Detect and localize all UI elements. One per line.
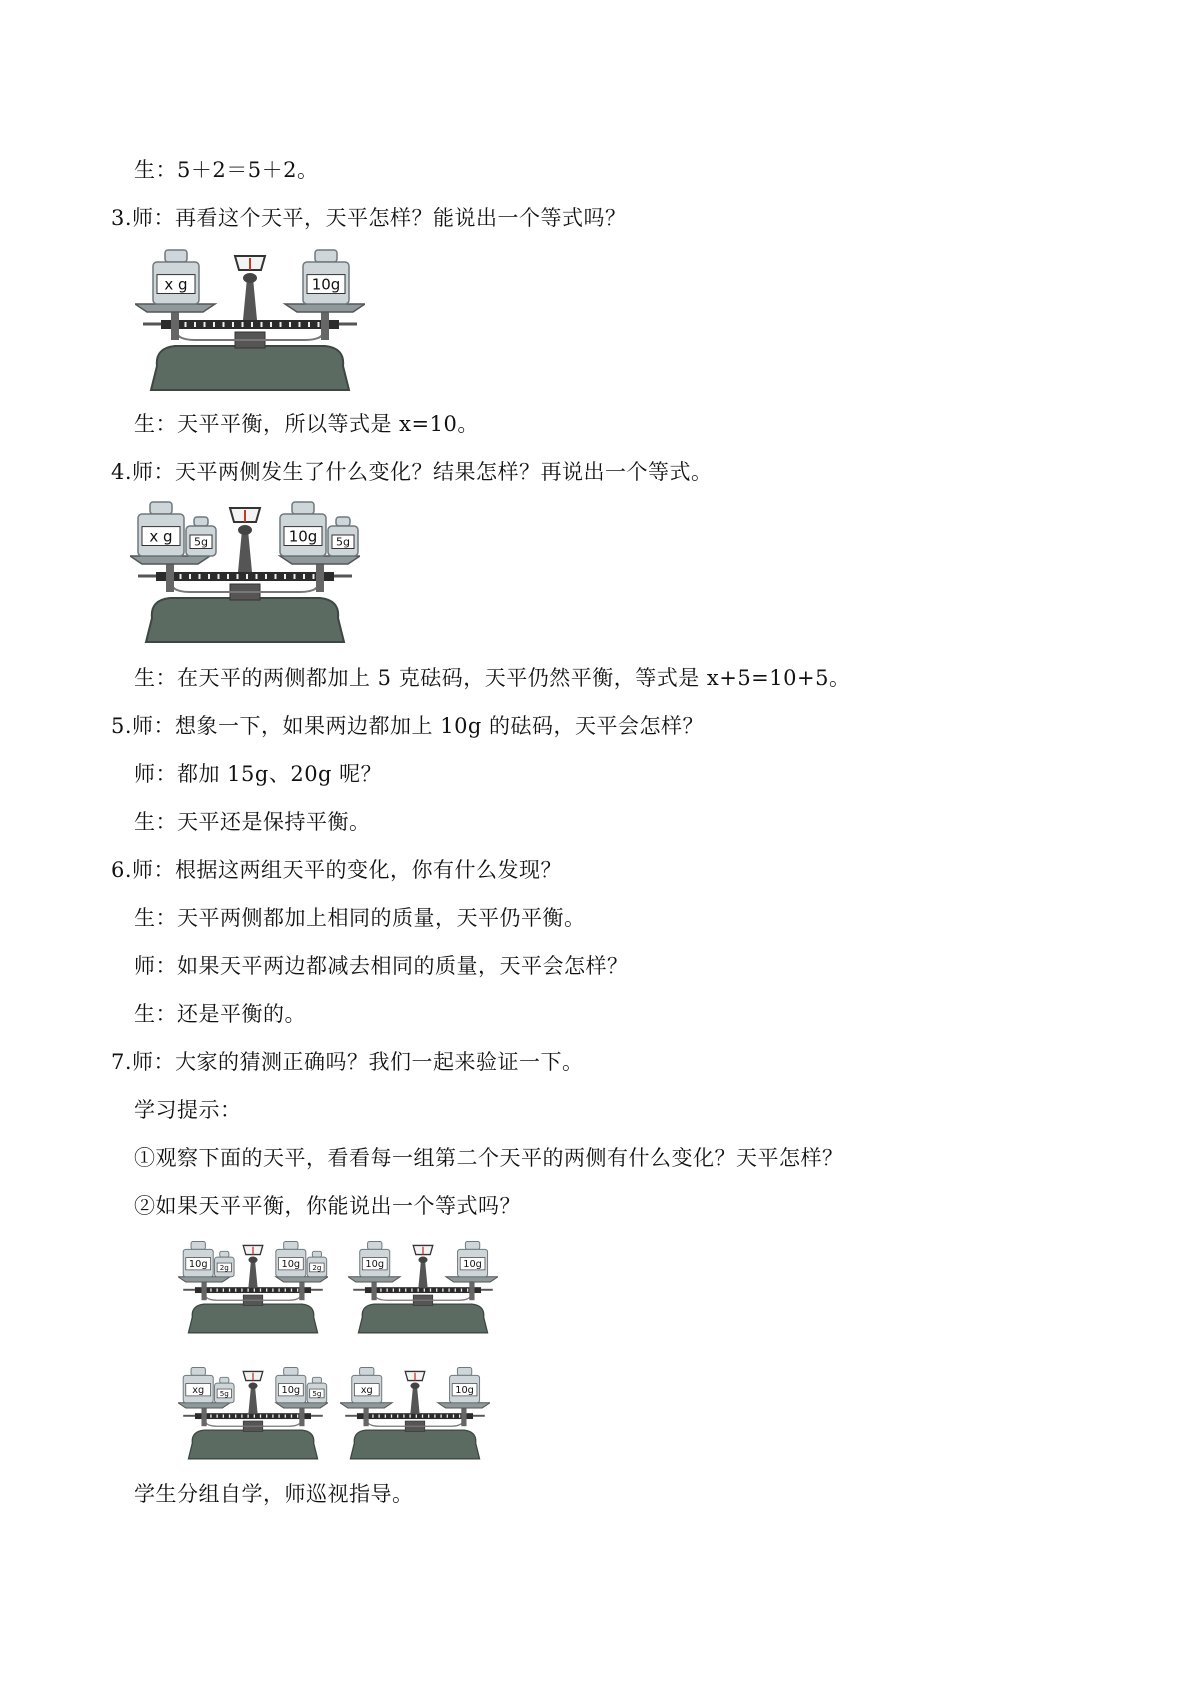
beam-tick (308, 322, 310, 327)
pan-stem-right (299, 1279, 304, 1300)
beam-tick (254, 1414, 255, 1417)
beam-tick (254, 1288, 255, 1291)
beam-tick (223, 322, 225, 327)
beam-tick (272, 1288, 273, 1291)
weight-block (280, 502, 326, 556)
student-answer-1: 生：5＋2＝5＋2。 (134, 158, 319, 182)
weight-label: x g (164, 275, 188, 294)
beam-tick (313, 574, 315, 579)
weight-knob (360, 1368, 374, 1376)
pan-stem-left (166, 560, 174, 592)
weight-label: xg (192, 1385, 205, 1397)
study-hint-title: 学习提示： (134, 1098, 242, 1122)
beam-tick (303, 574, 305, 579)
student-answer-3: 生：天平平衡，所以等式是 x=10。 (134, 412, 479, 436)
beam-tick (185, 322, 187, 327)
beam-tick (422, 1414, 423, 1417)
beam-tick (459, 1414, 460, 1417)
beam-tick (242, 322, 244, 327)
beam-tick (297, 1414, 298, 1417)
weight-knob (194, 517, 208, 526)
beam-tick (461, 1288, 462, 1291)
weight-group (307, 1377, 327, 1402)
beam-tick (199, 574, 201, 579)
scale-beam (195, 1413, 311, 1419)
beam-tick (213, 322, 215, 327)
weight-block (138, 502, 184, 556)
teacher-question-5: 5.师：想象一下，如果两边都加上 10g 的砝码，天平会怎样？ (111, 714, 705, 738)
beam-tick (285, 1414, 286, 1417)
scale-pillar (418, 1260, 427, 1287)
pan-stem-left (201, 1279, 206, 1300)
beam-tick (227, 574, 229, 579)
beam-tick (218, 574, 220, 579)
beam-tick (417, 1288, 418, 1291)
pan-stem-left (201, 1405, 206, 1426)
student-answer-4: 生：在天平的两侧都加上 5 克砝码，天平仍然平衡，等式是 x+5=10+5。 (134, 666, 851, 690)
weight-label: 5g (336, 535, 350, 549)
weight-block (328, 517, 358, 556)
weight-block (307, 1377, 327, 1402)
beam-tick (235, 1414, 236, 1417)
weight-group (450, 1368, 480, 1403)
beam-tick (278, 1414, 279, 1417)
beam-tick (256, 574, 258, 579)
weight-knob (191, 1242, 205, 1250)
beam-tick (424, 1288, 425, 1291)
beam-tick (232, 322, 234, 327)
weight-block (183, 1242, 213, 1277)
beam-tick (297, 1288, 298, 1291)
pan-left (178, 1403, 230, 1408)
balance-scale-group2-b (340, 1366, 490, 1461)
weight-label: 10g (281, 1385, 301, 1397)
weight-label: 10g (365, 1259, 385, 1271)
pan-right (280, 556, 360, 564)
beam-tick (294, 574, 296, 579)
student-answer-5: 生：天平还是保持平衡。 (134, 810, 371, 834)
weight-block (215, 1377, 235, 1402)
scale-beam (357, 1413, 473, 1419)
beam-tick (405, 1288, 406, 1291)
weight-group (186, 517, 216, 556)
weight-knob (312, 1251, 321, 1257)
pan-stem-right (316, 560, 324, 592)
weight-group (138, 502, 184, 556)
weight-knob (315, 250, 337, 262)
teacher-question-4: 4.师：天平两侧发生了什么变化？结果怎样？再说出一个等式。 (111, 460, 713, 484)
beam-tick (266, 1414, 267, 1417)
beam-tick (440, 1414, 441, 1417)
weight-group (352, 1368, 382, 1403)
weight-block (276, 1368, 306, 1403)
beam-tick (229, 1288, 230, 1291)
beam-tick (447, 1414, 448, 1417)
weight-block (307, 1251, 327, 1276)
beam-tick (204, 322, 206, 327)
scale-base (358, 1304, 487, 1333)
weight-knob (312, 1377, 321, 1383)
beam-tick (216, 1414, 217, 1417)
pan-stem-right (469, 1279, 474, 1300)
beam-tick (291, 1414, 292, 1417)
weight-group (276, 1368, 306, 1403)
weight-label: 10g (188, 1259, 208, 1271)
scale-beam (195, 1287, 311, 1293)
weight-label: 5g (219, 1388, 229, 1398)
weight-knob (191, 1368, 205, 1376)
beam-tick (246, 574, 248, 579)
weight-block (303, 250, 349, 304)
weight-knob (284, 1368, 298, 1376)
beam-tick (411, 1288, 412, 1291)
beam-tick (391, 1414, 392, 1417)
weight-group (458, 1242, 488, 1277)
pan-left (340, 1403, 392, 1408)
teacher-followup-5: 师：都加 15g、20g 呢？ (134, 762, 383, 786)
balance-scale-group2-a (178, 1366, 328, 1461)
weight-block (153, 250, 199, 304)
beam-tick (372, 1414, 373, 1417)
pan-right (276, 1277, 328, 1282)
teacher-question-6: 6.师：根据这两组天平的变化，你有什么发现？ (111, 858, 563, 882)
balance-scale-group1-a (178, 1240, 328, 1335)
weight-group (360, 1242, 390, 1277)
pan-right (438, 1403, 490, 1408)
weight-group (307, 1251, 327, 1276)
scale-pivot (243, 273, 257, 283)
weight-knob (284, 1242, 298, 1250)
scale-pillar (248, 1260, 257, 1287)
scale-base (146, 598, 344, 642)
weight-group (215, 1251, 235, 1276)
pan-stem-left (171, 308, 179, 340)
teacher-question-3: 3.师：再看这个天平，天平怎样？能说出一个等式吗？ (111, 206, 627, 230)
scale-pivot (410, 1383, 419, 1390)
balance-scale-1 (135, 248, 365, 393)
scale-pivot (248, 1383, 257, 1390)
beam-tick (399, 1288, 400, 1291)
beam-tick (455, 1288, 456, 1291)
weight-block (186, 517, 216, 556)
scale-base (350, 1430, 479, 1459)
beam-tick (237, 574, 239, 579)
beam-tick (430, 1288, 431, 1291)
scale-pillar (410, 1386, 419, 1413)
beam-tick (448, 1288, 449, 1291)
beam-tick (223, 1414, 224, 1417)
closing-note: 学生分组自学，师巡视指导。 (134, 1482, 414, 1506)
weight-block (276, 1242, 306, 1277)
weight-label: 2g (219, 1262, 229, 1272)
weight-label: 10g (455, 1385, 474, 1397)
beam-tick (194, 322, 196, 327)
weight-group (276, 1242, 306, 1277)
beam-tick (247, 1414, 248, 1417)
beam-tick (247, 1288, 248, 1291)
pan-stem-right (461, 1405, 466, 1426)
weight-group (280, 502, 326, 556)
scale-pillar (248, 1386, 257, 1413)
scale-base (151, 346, 349, 390)
weight-group (183, 1368, 213, 1403)
beam-tick (270, 322, 272, 327)
beam-tick (416, 1414, 417, 1417)
weight-block (458, 1242, 488, 1277)
weight-label: x g (149, 527, 173, 546)
weight-knob (220, 1251, 229, 1257)
beam-tick (453, 1414, 454, 1417)
balance-scale-group1-b (348, 1240, 498, 1335)
pan-right (276, 1403, 328, 1408)
beam-tick (442, 1288, 443, 1291)
pan-stem-left (363, 1405, 368, 1426)
weight-knob (150, 502, 172, 514)
weight-label: 5g (194, 535, 208, 549)
beam-tick (223, 1288, 224, 1291)
weight-group (183, 1242, 213, 1277)
beam-tick (266, 1288, 267, 1291)
pan-left (348, 1277, 400, 1282)
weight-block (215, 1251, 235, 1276)
pan-left (130, 556, 210, 564)
beam-tick (428, 1414, 429, 1417)
beam-tick (289, 322, 291, 327)
beam-tick (409, 1414, 410, 1417)
beam-tick (210, 1414, 211, 1417)
weight-block (183, 1368, 213, 1403)
beam-tick (235, 1288, 236, 1291)
beam-tick (318, 322, 320, 327)
beam-tick (285, 1288, 286, 1291)
beam-tick (241, 1414, 242, 1417)
scale-pillar (243, 278, 257, 320)
beam-tick (299, 322, 301, 327)
pan-right (446, 1277, 498, 1282)
beam-tick (386, 1288, 387, 1291)
weight-block (352, 1368, 382, 1403)
teacher-question-7: 7.师：大家的猜测正确吗？我们一起来验证一下。 (111, 1050, 584, 1074)
weight-knob (165, 250, 187, 262)
beam-tick (280, 322, 282, 327)
beam-tick (393, 1288, 394, 1291)
weight-knob (220, 1377, 229, 1383)
scale-beam (365, 1287, 481, 1293)
scale-base (188, 1304, 317, 1333)
beam-tick (189, 574, 191, 579)
beam-tick (434, 1414, 435, 1417)
beam-tick (284, 574, 286, 579)
weight-label: 2g (312, 1262, 322, 1272)
pan-right (285, 304, 365, 312)
pan-stem-right (321, 308, 329, 340)
pan-left (135, 304, 215, 312)
beam-tick (403, 1414, 404, 1417)
beam-tick (241, 1288, 242, 1291)
weight-knob (465, 1242, 479, 1250)
beam-tick (229, 1414, 230, 1417)
weight-label: 10g (463, 1259, 482, 1271)
student-answer-6: 生：天平两侧都加上相同的质量，天平仍平衡。 (134, 906, 586, 930)
scale-pillar (238, 530, 252, 572)
scale-pivot (238, 525, 252, 535)
beam-tick (385, 1414, 386, 1417)
beam-tick (265, 574, 267, 579)
beam-tick (291, 1288, 292, 1291)
beam-tick (180, 574, 182, 579)
scale-beam (156, 572, 334, 581)
beam-tick (378, 1414, 379, 1417)
beam-tick (261, 322, 263, 327)
pan-stem-left (371, 1279, 376, 1300)
teacher-followup-6: 师：如果天平两边都减去相同的质量，天平会怎样？ (134, 954, 629, 978)
beam-tick (208, 574, 210, 579)
weight-knob (368, 1242, 382, 1250)
beam-tick (397, 1414, 398, 1417)
beam-tick (467, 1288, 468, 1291)
scale-pivot (248, 1257, 257, 1264)
weight-label: 5g (312, 1388, 322, 1398)
weight-label: 10g (288, 527, 318, 546)
scale-pivot (418, 1257, 427, 1264)
balance-scale-2 (130, 500, 360, 645)
beam-tick (380, 1288, 381, 1291)
weight-knob (292, 502, 314, 514)
weight-knob (336, 517, 350, 526)
weight-label: 10g (281, 1259, 301, 1271)
weight-group (303, 250, 349, 304)
beam-tick (260, 1288, 261, 1291)
scale-beam (161, 320, 339, 329)
beam-tick (278, 1288, 279, 1291)
study-hint-1: ①观察下面的天平，看看每一组第二个天平的两侧有什么变化？天平怎样？ (134, 1146, 844, 1170)
beam-tick (260, 1414, 261, 1417)
scale-base (188, 1430, 317, 1459)
pan-stem-right (299, 1405, 304, 1426)
beam-tick (436, 1288, 437, 1291)
beam-tick (210, 1288, 211, 1291)
weight-group (153, 250, 199, 304)
beam-tick (272, 1414, 273, 1417)
weight-label: xg (360, 1385, 373, 1397)
weight-label: 10g (311, 275, 341, 294)
student-answer-6b: 生：还是平衡的。 (134, 1002, 306, 1026)
weight-block (450, 1368, 480, 1403)
pan-left (178, 1277, 230, 1282)
beam-tick (216, 1288, 217, 1291)
study-hint-2: ②如果天平平衡，你能说出一个等式吗？ (134, 1194, 521, 1218)
weight-block (360, 1242, 390, 1277)
weight-group (215, 1377, 235, 1402)
beam-tick (275, 574, 277, 579)
weight-knob (457, 1368, 471, 1376)
weight-group (328, 517, 358, 556)
beam-tick (251, 322, 253, 327)
